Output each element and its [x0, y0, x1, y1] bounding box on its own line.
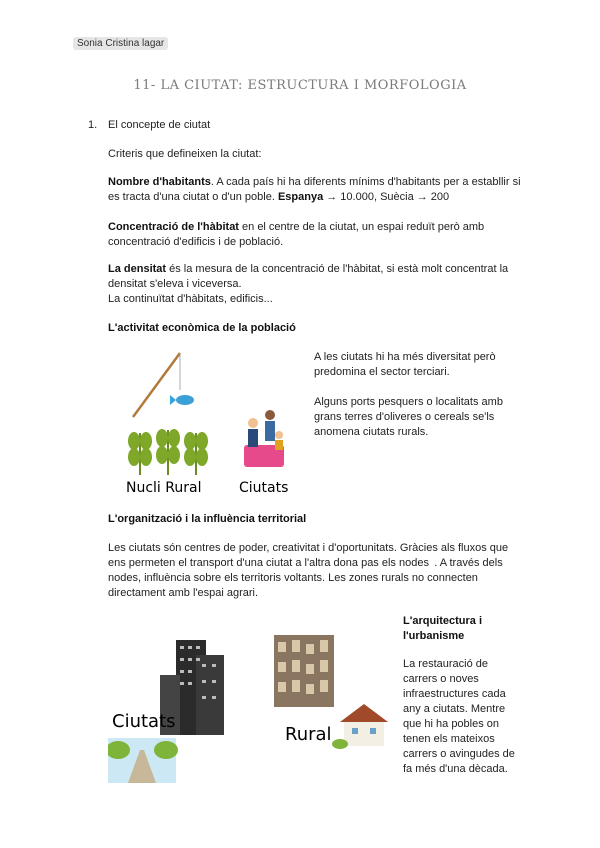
- people-icon: [244, 410, 284, 467]
- densitat-text1: és la mesura de la concentració de l'hàbitat, si està molt concentrat la: [166, 263, 509, 275]
- activitat-p1b: predomina el sector terciari.: [314, 366, 450, 378]
- densitat-paragraph: [108, 262, 548, 307]
- organitzacio-heading: [108, 512, 306, 527]
- nombre-bold: Nombre d'habitants: [108, 176, 211, 188]
- arquitectura-l3: infraestructures cada: [403, 688, 506, 700]
- activitat-heading: [108, 321, 296, 336]
- author-tag: Sonia Cristina lagar: [73, 37, 168, 50]
- activitat-heading-text: L'activitat econòmica de la població: [108, 322, 296, 334]
- arquitectura-l8: fa més d'una dècada.: [403, 763, 508, 775]
- label-rural-2: Rural: [285, 724, 332, 745]
- label-ciutats-1: Ciutats: [239, 480, 289, 496]
- arquitectura-h1: L'arquitectura i: [403, 615, 483, 627]
- organitzacio-heading-text: L'organització i la influència territorial: [108, 513, 307, 525]
- avenue-icon: [108, 738, 178, 783]
- densitat-text2: densitat s'eleva i viceversa.: [108, 278, 242, 290]
- concentracio-paragraph: [108, 220, 548, 250]
- fish-icon: [176, 395, 194, 405]
- wheat-icon: [128, 429, 208, 475]
- nombre-text3: → 10.000, Suècia → 200: [326, 191, 450, 203]
- activitat-p2b: grans terres d'oliveres o cereals se'ls: [314, 411, 495, 423]
- arquitectura-l2: carrers o noves: [403, 673, 479, 685]
- nombre-text2: es tracta d'una ciutat o d'un poble.: [108, 191, 275, 203]
- label-nucli-rural: Nucli Rural: [126, 480, 202, 496]
- nombre-paragraph: [108, 175, 548, 205]
- criteris-line: Criteris que defineixen la ciutat:: [108, 148, 262, 160]
- house-icon: [332, 704, 388, 749]
- activitat-p2a: Alguns ports pesquers o localitats amb: [314, 396, 503, 408]
- nombre-text1: . A cada país hi ha diferents mínims d'habitants per a establlir si: [210, 176, 521, 188]
- label-ciutats-2: Ciutats: [112, 711, 176, 732]
- page-title: 11- LA CIUTAT: ESTRUCTURA I MORFOLOGIA: [133, 78, 467, 93]
- arquitectura-h2: l'urbanisme: [403, 630, 465, 642]
- arquitectura-l6: tenen els mateixos: [403, 733, 495, 745]
- old-town-icon: [274, 635, 334, 707]
- organitzacio-l2: ens permeten el transport d'una ciutat a l'altra dona pas els nodes . A través dels: [108, 557, 503, 569]
- organitzacio-l1: Les ciutats són centres de poder, creativitat i d'oportunitats. Gràcies als fluxos que: [108, 542, 509, 554]
- arquitectura-block: [403, 614, 533, 777]
- organitzacio-l4: directament amb l'espai agrari.: [108, 587, 259, 599]
- rural-city-illustration: [118, 345, 298, 500]
- concentracio-bold: Concentració de l'hàbitat: [108, 221, 239, 233]
- activitat-p1a: A les ciutats hi ha més diversitat però: [314, 351, 496, 363]
- densitat-bold: La densitat: [108, 263, 167, 275]
- concentracio-text1: en el centre de la ciutat, un espai reduït però amb: [238, 221, 485, 233]
- section-heading: El concepte de ciutat: [108, 119, 211, 131]
- concentracio-text2: concentració d'edificis i de població.: [108, 236, 284, 248]
- arquitectura-l1: La restauració de: [403, 658, 488, 670]
- arquitectura-l4: any a ciutats. Mentre: [403, 703, 506, 715]
- densitat-text3: La continuïtat d'hàbitats, edificis...: [108, 293, 273, 305]
- activitat-text: [314, 350, 534, 440]
- section-number: 1.: [88, 119, 98, 131]
- fishing-rod: [133, 353, 180, 417]
- organitzacio-l3: nodes, influència sobre els territoris voltants. Les zones rurals no connecten: [108, 572, 478, 584]
- activitat-p2c: anomena ciutats rurals.: [314, 426, 429, 438]
- city-rural-illustration: [108, 630, 398, 785]
- organitzacio-paragraph: [108, 541, 558, 601]
- arquitectura-l7: carrers o avingudes de: [403, 748, 515, 760]
- nombre-bold2: Espanya: [277, 191, 324, 203]
- arquitectura-l5: que hi ha pobles on: [403, 718, 500, 730]
